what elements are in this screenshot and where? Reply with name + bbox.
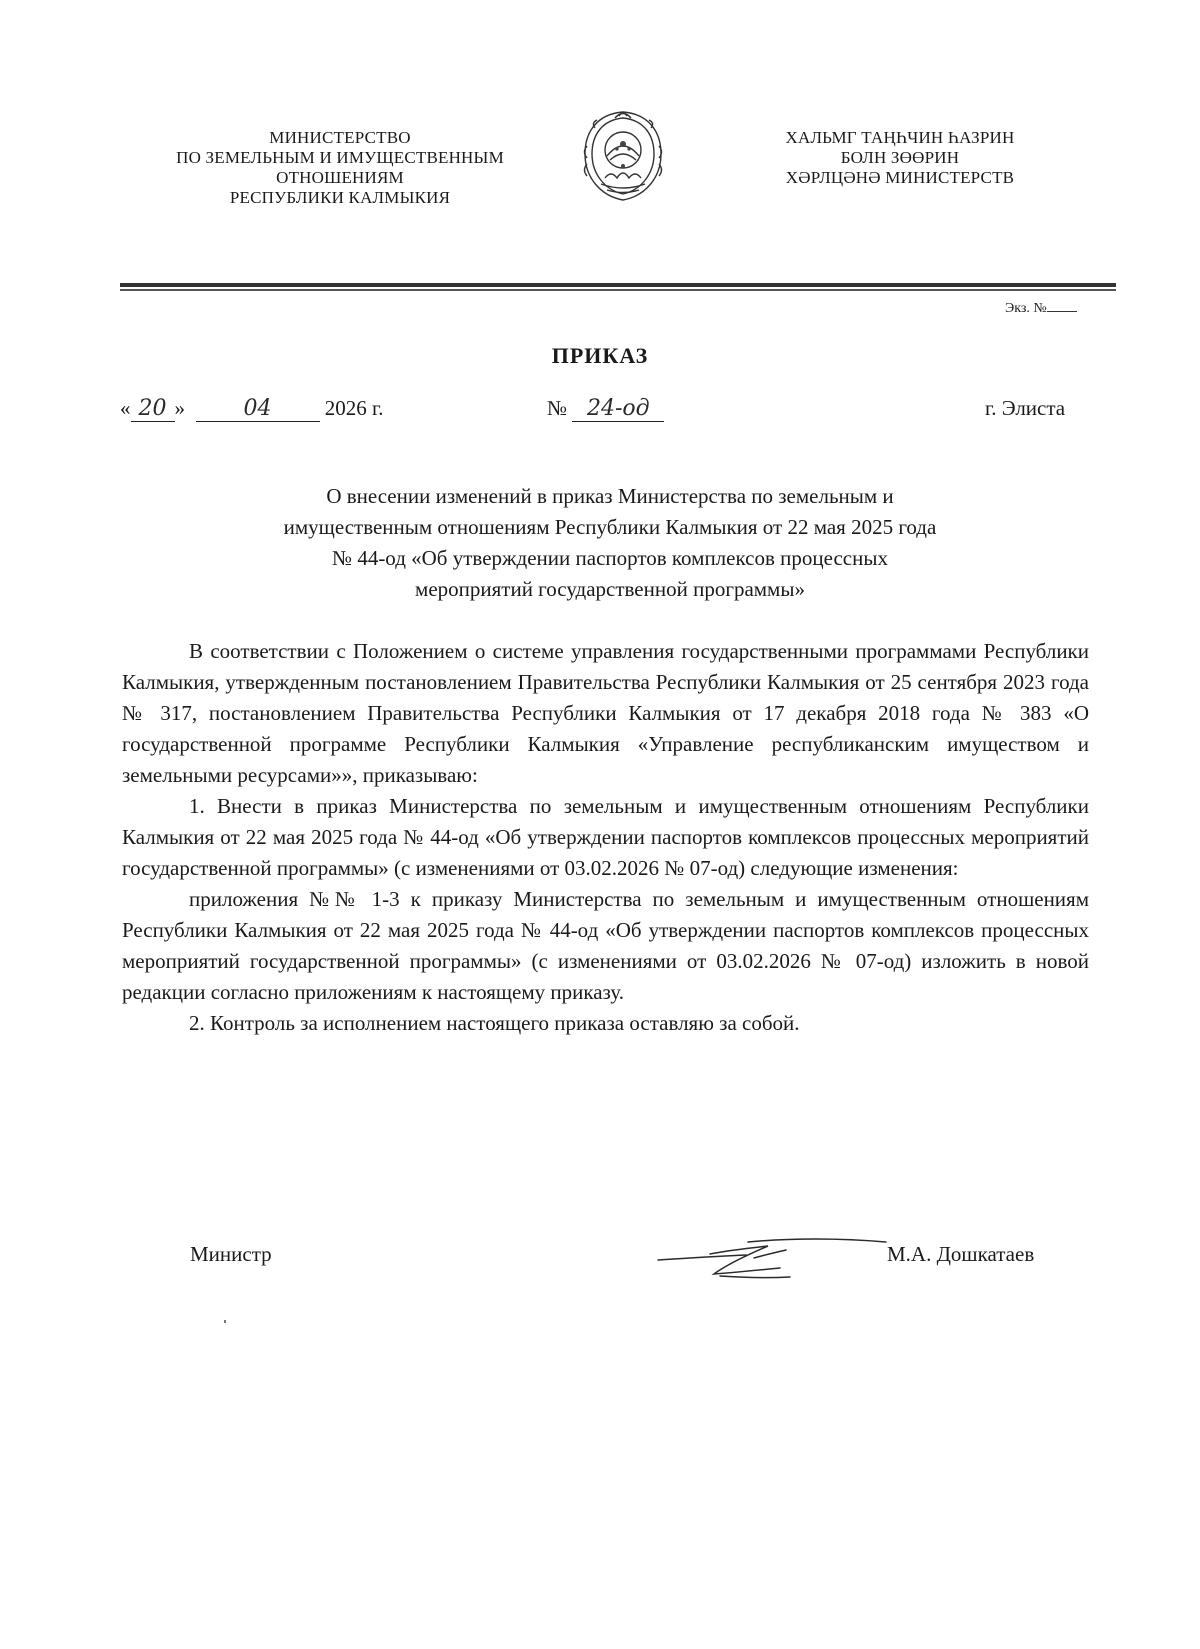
document-subject — [150, 481, 1070, 605]
document-requisites — [120, 396, 1090, 430]
copy-number-blank — [1047, 298, 1077, 312]
ministry-header-line: ХАЛЬМГ ТАҢҺЧИН ҺАЗРИН — [785, 128, 1015, 147]
subject-line: О внесении изменений в приказ Министерства по земельным и — [326, 484, 894, 508]
subject-line: № 44-од «Об утверждении паспортов комплексов процессных — [332, 546, 888, 570]
signatory-name: М.А. Дошкатаев — [887, 1242, 1035, 1266]
header-divider — [120, 283, 1116, 287]
body-paragraph-appendices: приложения №№ 1-3 к приказу Министерства по земельным и имущественным отношениям Республики Калмыкия от 22 мая 2025 года № 44-од «Об утверждении паспортов комплексов процессных мероприятий государственной программы» (с изменениями от 03.02.2026 № 07-од) изложить в новой редакции согласно приложениям к настоящему приказу. — [122, 887, 1089, 1004]
header-divider-thin — [120, 289, 1116, 291]
number-field — [547, 396, 664, 422]
copy-number — [1005, 298, 1077, 318]
ministry-header-russian — [140, 128, 540, 208]
kalmykia-coat-of-arms-icon — [577, 108, 669, 204]
signatory-position: Министр — [190, 1242, 272, 1266]
number-value: 24-од — [572, 396, 664, 422]
document-title: ПРИКАЗ — [551, 343, 649, 368]
date-close-quote: » — [174, 396, 185, 420]
ministry-header-line: ПО ЗЕМЕЛЬНЫМ И ИМУЩЕСТВЕННЫМ — [176, 148, 504, 167]
subject-line: имущественным отношениям Республики Калмыкия от 22 мая 2025 года — [283, 515, 937, 539]
ministry-header-line: ОТНОШЕНИЯМ — [276, 168, 404, 187]
body-paragraph-item-2: 2. Контроль за исполнением настоящего приказа оставляю за собой. — [189, 1011, 800, 1035]
date-field — [120, 396, 384, 422]
ministry-header-line: ХӘРЛЦӘНӘ МИНИСТЕРСТВ — [785, 168, 1015, 187]
city: г. Элиста — [985, 396, 1066, 420]
ministry-header-line: РЕСПУБЛИКИ КАЛМЫКИЯ — [229, 188, 451, 207]
subject-line: мероприятий государственной программы» — [415, 577, 805, 601]
scan-speck — [224, 1320, 226, 1323]
date-day: 20 — [131, 396, 175, 422]
handwritten-signature-icon — [650, 1228, 890, 1288]
date-open-quote: « — [120, 396, 131, 420]
number-label: № — [547, 396, 568, 420]
ministry-header-line: МИНИСТЕРСТВО — [269, 128, 411, 147]
date-month: 04 — [196, 396, 320, 422]
document-body — [122, 636, 1089, 1039]
ministry-header-line: БОЛН ЗӨӨРИН — [840, 148, 960, 167]
date-year: 2026 г. — [324, 396, 384, 420]
body-paragraph-item-1: 1. Внести в приказ Министерства по земельным и имущественным отношениям Республики Калмыкия от 22 мая 2025 года № 44-од «Об утверждении паспортов комплексов процессных мероприятий государственной программы» (с изменениями от 03.02.2026 № 07-од) следующие изменения: — [122, 794, 1089, 880]
body-paragraph-preamble: В соответствии с Положением о системе управления государственными программами Республики Калмыкия, утвержденным постановлением Правительства Республики Калмыкия от 25 сентября 2023 года № 317, постановлением Правительства Республики Калмыкия от 17 декабря 2018 года № 383 «О государственной программе Республики Калмыкия «Управление республиканским имуществом и земельными ресурсами»», приказываю: — [122, 639, 1089, 787]
copy-number-label: Экз. № — [1005, 301, 1047, 316]
ministry-header-kalmyk — [745, 128, 1055, 188]
